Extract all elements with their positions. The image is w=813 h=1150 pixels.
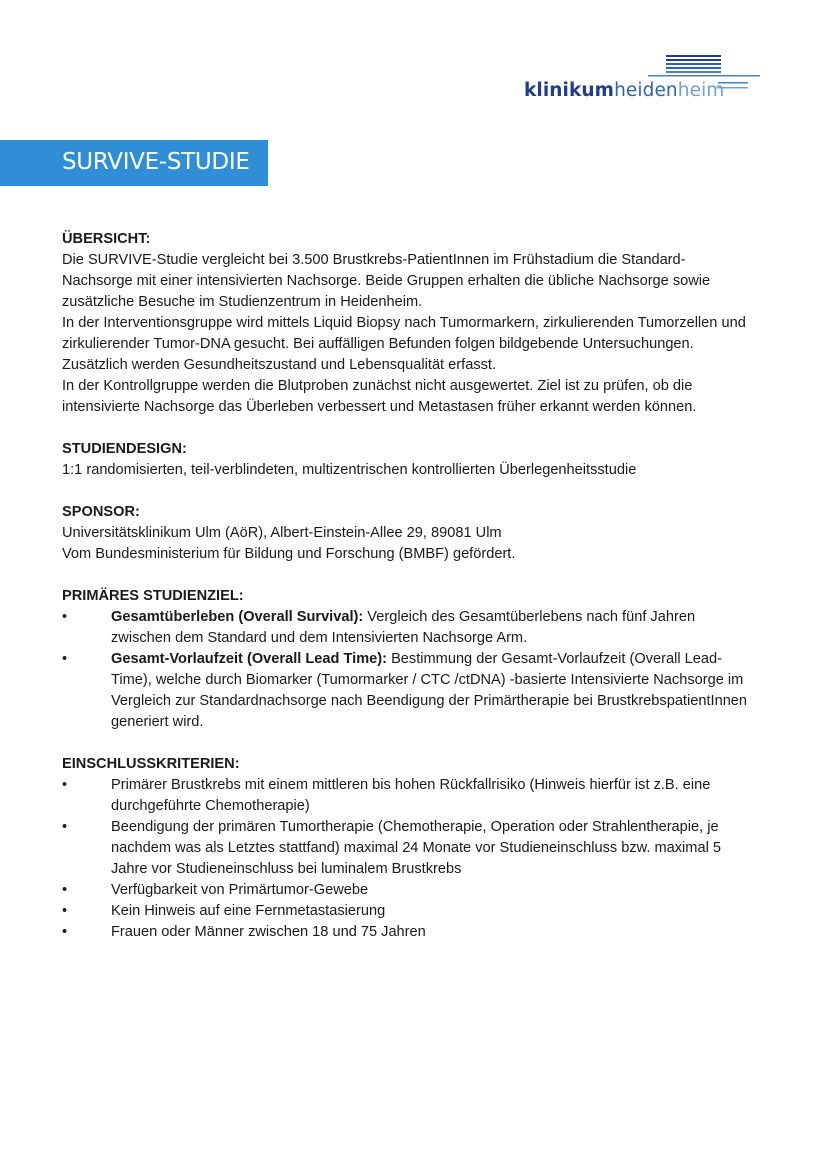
list-item xyxy=(62,607,750,649)
logo-wordmark xyxy=(524,80,724,101)
section-study-design xyxy=(62,439,750,481)
item-term: Gesamtüberleben (Overall Survival): xyxy=(111,609,364,625)
section-inclusion-criteria xyxy=(62,754,750,943)
title-banner xyxy=(0,140,268,186)
bullet-icon: • xyxy=(62,777,68,793)
list-item xyxy=(62,817,750,880)
list-item xyxy=(62,901,750,922)
list-item xyxy=(62,649,750,733)
bullet-icon: • xyxy=(62,609,68,625)
item-text: Bestimmung der Gesamt-Vorlaufzeit (Overall Lead-Time), welche durch Biomarker (Tumormarker / CTC /ctDNA) -basierte Intensivierte Nachsorge im Vergleich zur Standardnachsorge nach Beendigung der Primärtherapie bei BrustkrebspatientInnen generiert wird. xyxy=(111,651,748,730)
item-term: Gesamt-Vorlaufzeit (Overall Lead Time): xyxy=(111,651,388,667)
item-text: Beendigung der primären Tumortherapie (Chemotherapie, Operation oder Strahlentherapie, je nachdem was als Letztes stattfand) maximal 24 Monate vor Studieneinschluss bzw. maximal 5 Jahre vor Studieneinschluss bei luminalem Brustkrebs xyxy=(111,819,721,877)
sponsor-line: Universitätsklinikum Ulm (AöR), Albert-Einstein-Allee 29, 89081 Ulm xyxy=(62,525,502,541)
section-heading: ÜBERSICHT: xyxy=(62,231,151,247)
sponsor-line: Vom Bundesministerium für Bildung und Forschung (BMBF) gefördert. xyxy=(62,546,516,562)
clinic-logo xyxy=(520,52,765,102)
list-item xyxy=(62,880,750,901)
paragraph: 1:1 randomisierten, teil-verblindeten, multizentrischen kontrollierten Überlegenheitsstudie xyxy=(62,462,637,478)
logo-word-1: klinikum xyxy=(524,80,615,101)
section-overview xyxy=(62,229,750,418)
item-text: Verfügbarkeit von Primärtumor-Gewebe xyxy=(111,882,369,898)
section-heading: STUDIENDESIGN: xyxy=(62,441,187,457)
section-heading: PRIMÄRES STUDIENZIEL: xyxy=(62,588,244,604)
logo-word-2: heiden xyxy=(614,80,678,101)
section-primary-goal xyxy=(62,586,750,733)
bullet-list xyxy=(62,607,750,733)
bullet-icon: • xyxy=(62,882,68,898)
bullet-icon: • xyxy=(62,924,68,940)
paragraph: Die SURVIVE-Studie vergleicht bei 3.500 Brustkrebs-PatientInnen im Frühstadium die Standard-Nachsorge mit einer intensivierten Nachsorge. Beide Gruppen erhalten die übliche Nachsorge sowie zusätzliche Besuche im Studienzentrum in Heidenheim. xyxy=(62,252,711,310)
bullet-icon: • xyxy=(62,819,68,835)
logo-word-3: heim xyxy=(677,80,725,101)
item-text: Kein Hinweis auf eine Fernmetastasierung xyxy=(111,903,386,919)
paragraph: In der Kontrollgruppe werden die Blutproben zunächst nicht ausgewertet. Ziel ist zu prüfen, ob die intensivierte Nachsorge das Überleben verbessert und Metastasen früher erkannt werden können. xyxy=(62,378,697,415)
section-sponsor xyxy=(62,502,750,565)
bullet-list xyxy=(62,775,750,943)
item-text: Frauen oder Männer zwischen 18 und 75 Jahren xyxy=(111,924,426,940)
bullet-icon: • xyxy=(62,903,68,919)
section-heading: EINSCHLUSSKRITERIEN: xyxy=(62,756,240,772)
page-title: SURVIVE-STUDIE xyxy=(62,149,250,175)
paragraph: In der Interventionsgruppe wird mittels Liquid Biopsy nach Tumormarkern, zirkulierenden Tumorzellen und zirkulierender Tumor-DNA gesucht. Bei auffälligen Befunden folgen bildgebende Untersuchungen. Zusätzlich werden Gesundheitszustand und Lebensqualität erfasst. xyxy=(62,315,746,373)
section-heading: SPONSOR: xyxy=(62,504,140,520)
list-item xyxy=(62,775,750,817)
item-text: Vergleich des Gesamtüberlebens nach fünf Jahren zwischen dem Standard und dem Intensivierten Nachsorge Arm. xyxy=(111,609,696,646)
document-body xyxy=(62,229,750,964)
item-text: Primärer Brustkrebs mit einem mittleren bis hohen Rückfallrisiko (Hinweis hierfür ist z.B. eine durchgeführte Chemotherapie) xyxy=(111,777,711,814)
bullet-icon: • xyxy=(62,651,68,667)
list-item xyxy=(62,922,750,943)
